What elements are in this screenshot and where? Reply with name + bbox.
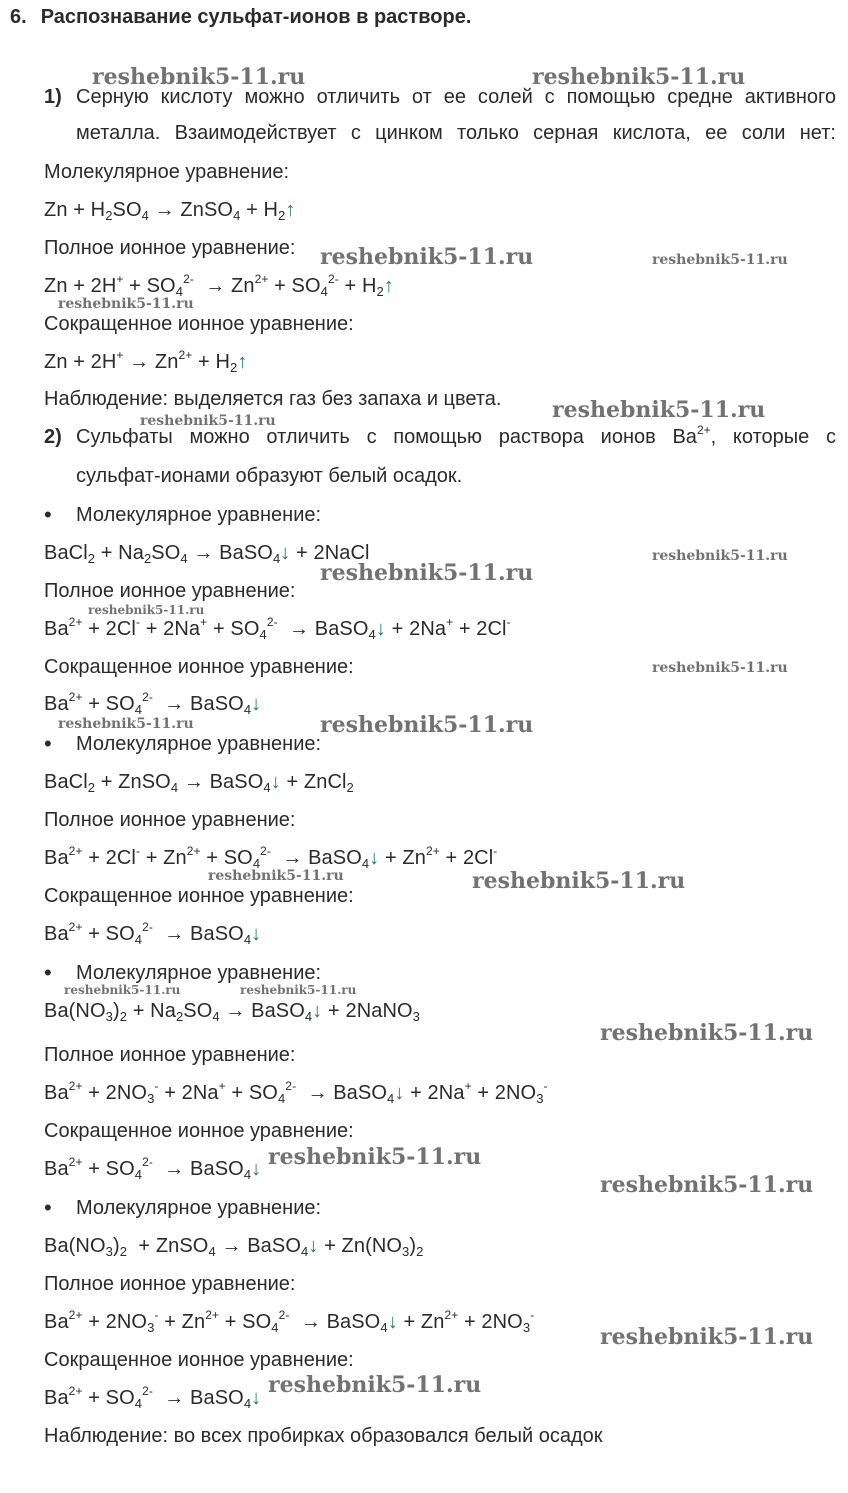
part2-text-line1 <box>76 423 836 449</box>
watermark: reshebnik5-11.ru <box>88 603 205 617</box>
watermark: reshebnik5-11.ru <box>268 1372 482 1398</box>
final-observation: Наблюдение: во всех пробирках образовался белый осадок <box>44 1425 603 1447</box>
full-ionic-label: Полное ионное уравнение: <box>44 1273 296 1295</box>
watermark: reshebnik5-11.ru <box>652 252 788 268</box>
equation: BaCl$_2$ + $Na_2SO_4$ → BaSO$_4$↓ + 2NaCl <box>44 542 370 566</box>
watermark: reshebnik5-11.ru <box>268 1144 482 1170</box>
part2-text-sup: 2+ <box>696 423 711 437</box>
equation: $Ba(NO_3)_2 + Na_2SO_4$ → BaSO$_4$↓ + 2NaNO$_3$ <box>44 1000 421 1024</box>
watermark: reshebnik5-11.ru <box>320 560 534 586</box>
full-ionic-label: Полное ионное уравнение: <box>44 580 296 602</box>
task-number: 6. <box>10 6 27 28</box>
watermark: reshebnik5-11.ru <box>92 64 306 90</box>
equation: $Ba^{2+} + 2NO_3^- + Zn^{2+} + SO_4^{2-}$ → BaSO$_4$↓ + $Zn^{2+} + 2NO_3^-$ <box>44 1308 535 1335</box>
watermark: reshebnik5-11.ru <box>58 716 194 732</box>
watermark: reshebnik5-11.ru <box>58 296 194 312</box>
reduced-ionic-label: Сокращенное ионное уравнение: <box>44 313 354 335</box>
equation: $Ba^{2+} + 2Cl^- + 2Na^+ + SO_4^{2-}$ → BaSO$_4$↓ + 2Na+ + 2Cl- <box>44 615 511 642</box>
part2-text-line2: сульфат-ионами образуют белый осадок. <box>76 465 463 487</box>
reduced-ionic-label: Сокращенное ионное уравнение: <box>44 656 354 678</box>
equation: $Ba^{2+} + SO_4^{2-}$ → BaSO$_4$↓ <box>44 920 262 947</box>
task-title-text: Распознавание сульфат-ионов в растворе. <box>40 6 472 28</box>
equation: $Zn + 2H^+ \to Zn^{2+}$ + $H_2↑$ <box>44 348 248 375</box>
equation: $Ba(NO_3)_2$ + ZnSO$_4$ → BaSO$_4$↓ + $Zn(NO_3)_2$ <box>44 1235 424 1259</box>
watermark: reshebnik5-11.ru <box>652 548 788 564</box>
watermark: reshebnik5-11.ru <box>64 983 181 997</box>
equation: $Ba^{2+} + SO_4^{2-}$ → BaSO$_4$↓ <box>44 690 262 717</box>
part1-text-line1: Серную кислоту можно отличить от ее солей с помощью средне активного <box>76 86 836 108</box>
reduced-ionic-label: Сокращенное ионное уравнение: <box>44 885 354 907</box>
watermark: reshebnik5-11.ru <box>600 1020 814 1046</box>
equation: BaCl$_2$ + ZnSO$_4$ → BaSO$_4$↓ + ZnCl$_2$ <box>44 771 354 795</box>
watermark: reshebnik5-11.ru <box>240 983 357 997</box>
part1-number: 1) <box>44 86 62 108</box>
watermark: reshebnik5-11.ru <box>320 244 534 270</box>
task-title <box>10 6 471 29</box>
watermark: reshebnik5-11.ru <box>208 868 344 884</box>
equation: $Ba^{2+} + 2NO_3^- + 2Na^+ + SO_4^{2-}$ → BaSO$_4$↓ + $2Na^+ + 2NO_3^-$ <box>44 1079 548 1106</box>
watermark: reshebnik5-11.ru <box>472 868 686 894</box>
molecular-label: Молекулярное уравнение: <box>76 504 322 526</box>
watermark: reshebnik5-11.ru <box>140 413 276 429</box>
watermark: reshebnik5-11.ru <box>552 397 766 423</box>
part1-text-line2: металла. Взаимодействует с цинком только серная кислота, ее соли нет: <box>76 122 836 144</box>
full-ionic-label: Полное ионное уравнение: <box>44 809 296 831</box>
bullet: • <box>44 502 52 527</box>
reduced-ionic-label: Сокращенное ионное уравнение: <box>44 1349 354 1371</box>
watermark: reshebnik5-11.ru <box>600 1172 814 1198</box>
watermark: reshebnik5-11.ru <box>532 64 746 90</box>
full-ionic-label: Полное ионное уравнение: <box>44 1044 296 1066</box>
reduced-ionic-label: Сокращенное ионное уравнение: <box>44 1120 354 1142</box>
equation: $Ba^{2+} + SO_4^{2-}$ → BaSO$_4$↓ <box>44 1384 262 1411</box>
molecular-label: Молекулярное уравнение: <box>76 1197 322 1219</box>
watermark: reshebnik5-11.ru <box>600 1324 814 1350</box>
part2-number: 2) <box>44 426 62 448</box>
equation: $Ba^{2+} + 2Cl^- + Zn^{2+} + SO_4^{2-}$ → BaSO$_4$↓ + $Zn^{2+} + 2Cl^-$ <box>44 844 498 871</box>
part2-text-b: , которые с <box>710 426 836 448</box>
bullet: • <box>44 731 52 756</box>
molecular-label: Молекулярное уравнение: <box>76 733 322 755</box>
molecular-label: Молекулярное уравнение: <box>44 161 290 183</box>
full-ionic-label: Полное ионное уравнение: <box>44 237 296 259</box>
observation: Наблюдение: выделяется газ без запаха и цвета. <box>44 388 502 410</box>
equation: $Zn + 2H^+ + SO_4^{2-} \to Zn^{2+} + SO_4^{2-}$ + $H_2↑$ <box>44 272 394 299</box>
equation: $Zn + H_2SO_4$ → ZnSO$_4$ + $H_2↑$ <box>44 199 296 223</box>
bullet: • <box>44 960 52 985</box>
bullet: • <box>44 1195 52 1220</box>
molecular-label: Молекулярное уравнение: <box>76 962 322 984</box>
part2-text-a: Сульфаты можно отличить с помощью раствора ионов Ba <box>76 426 697 448</box>
watermark: reshebnik5-11.ru <box>320 712 534 738</box>
equation: $Ba^{2+} + SO_4^{2-}$ → BaSO$_4$↓ <box>44 1155 262 1182</box>
watermark: reshebnik5-11.ru <box>652 660 788 676</box>
